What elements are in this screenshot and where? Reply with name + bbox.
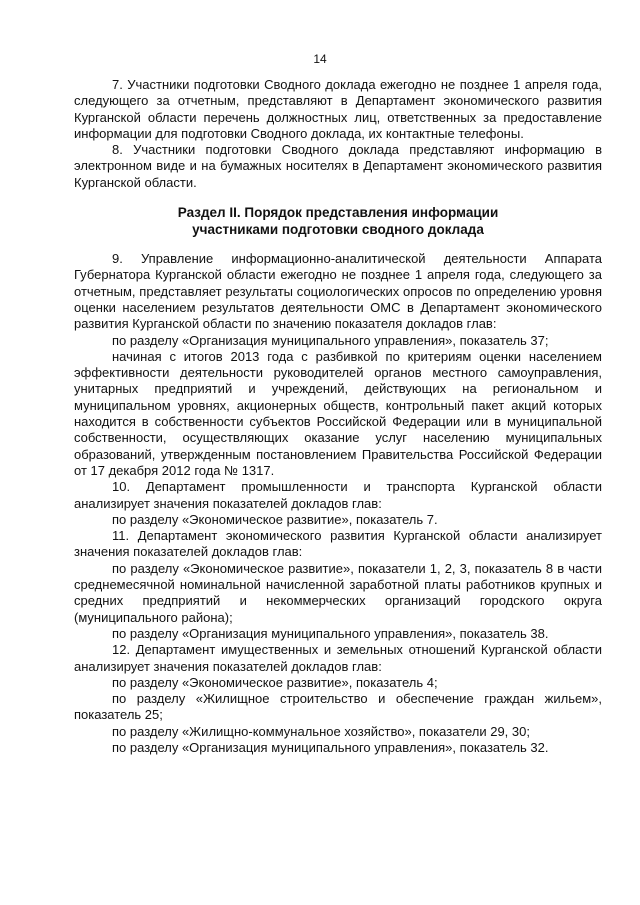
paragraph-9-item-2: начиная с итогов 2013 года с разбивкой по критериям оценки населением эффективности деятельности руководителей органов местного самоуправления, унитарных предприятий и учреждений, действующих на региональном и муниципальном уровнях, акционерных обществ, контрольный пакет акций которых находится в собственности субъектов Российской Федерации или в муниципальной собственности, осуществляющих оказание услуг населению муниципальных образований, утвержденным постановлением Правительства Российской Федерации от 17 декабря 2012 года № 1317. — [74, 348, 602, 478]
paragraph-11-item-2: по разделу «Организация муниципального управления», показатель 38. — [112, 625, 549, 641]
paragraph-10-item-1: по разделу «Экономическое развитие», показатель 7. — [112, 511, 438, 527]
paragraph-9: 9. Управление информационно-аналитической деятельности Аппарата Губернатора Курганской области ежегодно не позднее 1 апреля года, следующего за отчетным, представляет результаты социологических опросов по определению уровня оценки населением результатов деятельности ОМС в Департамент экономического развития Курганской области по значению показателя докладов глав: — [74, 251, 602, 332]
paragraph-12-item-2: по разделу «Жилищное строительство и обеспечение граждан жильем», показатель 25; — [74, 691, 602, 723]
paragraph-10: 10. Департамент промышленности и транспорта Курганской области анализирует значения показателей докладов глав: — [74, 479, 602, 511]
paragraph-12-item-4: по разделу «Организация муниципального управления», показатель 32. — [112, 739, 549, 755]
document-body — [74, 77, 602, 756]
paragraph-11-item-1: по разделу «Экономическое развитие», показатели 1, 2, 3, показатель 8 в части среднемесячной номинальной начисленной заработной платы работников крупных и средних предприятий и некоммерческих организаций городского округа (муниципального района); — [74, 560, 602, 625]
paragraph-11: 11. Департамент экономического развития Курганской области анализирует значения показателей докладов глав: — [74, 528, 602, 560]
paragraph-7: 7. Участники подготовки Сводного доклада ежегодно не позднее 1 апреля года, следующего за отчетным, представляют в Департамент экономического развития Курганской области перечень должностных лиц, ответственных за предоставление информации для подготовки Сводного доклада, их контактные телефоны. — [74, 77, 602, 141]
page-number: 14 — [313, 52, 327, 66]
paragraph-8: 8. Участники подготовки Сводного доклада представляют информацию в электронном виде и на бумажных носителях в Департамент экономического развития Курганской области. — [74, 142, 602, 190]
paragraph-12-item-1: по разделу «Экономическое развитие», показатель 4; — [112, 674, 438, 690]
paragraph-12-item-3: по разделу «Жилищно-коммунальное хозяйство», показатели 29, 30; — [112, 723, 530, 739]
section-title-line-1: Раздел II. Порядок представления информации — [177, 205, 499, 221]
paragraph-12: 12. Департамент имущественных и земельных отношений Курганской области анализирует значения показателей докладов глав: — [74, 642, 602, 674]
paragraph-9-item-1: по разделу «Организация муниципального управления», показатель 37; — [112, 332, 549, 348]
section-title — [74, 204, 602, 238]
section-title-line-2: участниками подготовки сводного доклада — [192, 222, 484, 238]
